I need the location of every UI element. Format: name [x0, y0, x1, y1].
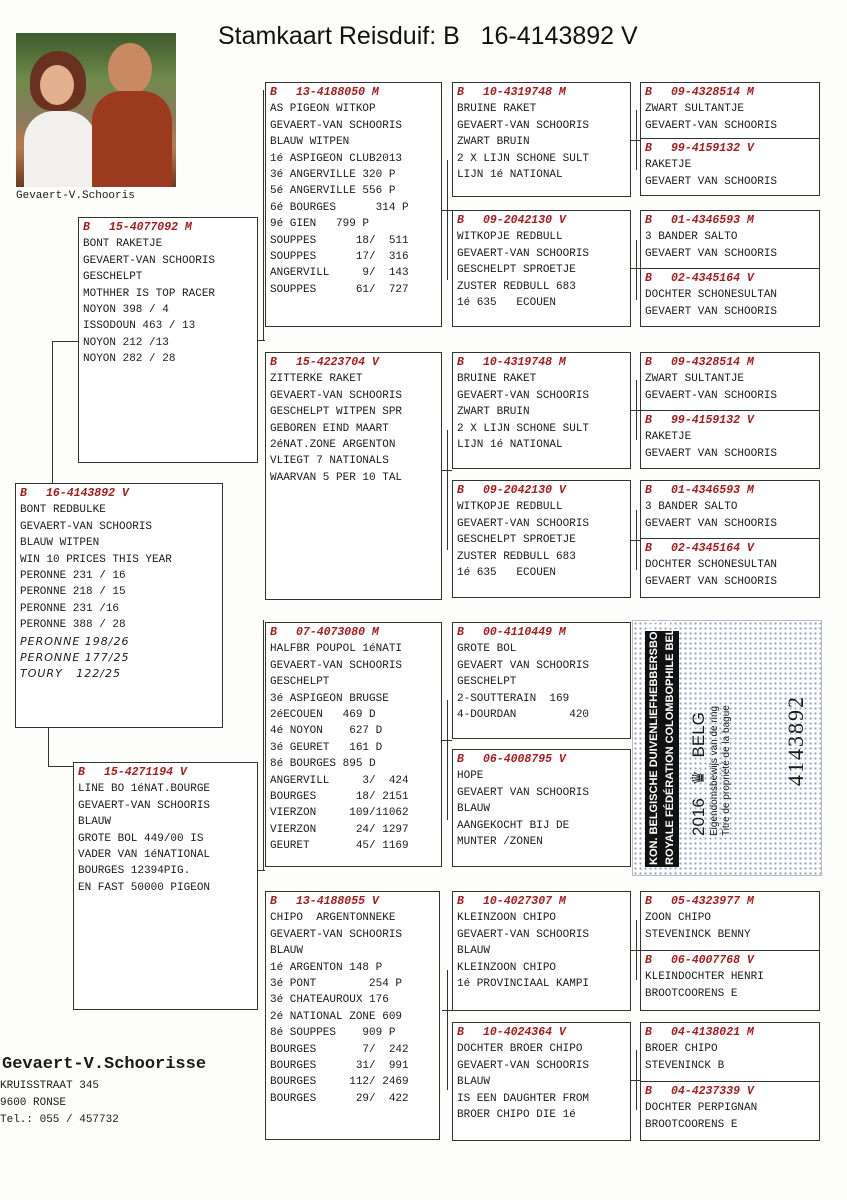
dam-entry: [641, 268, 819, 327]
country-code: B: [457, 753, 464, 766]
pigeon-info-line: BLAUW WITPEN: [20, 537, 100, 550]
country-code: B: [270, 356, 277, 369]
pigeon-card-sds: [452, 352, 631, 469]
ring-code: 10-4024364 V: [483, 1026, 566, 1039]
pigeon-info-line: DOCHTER BROER CHIPO: [457, 1043, 583, 1056]
pigeon-info-line: 2éECOUEN 469 D: [270, 709, 376, 722]
pigeon-info-line: 6é BOURGES 314 P: [270, 201, 409, 214]
pedigree-connector: [631, 1080, 640, 1081]
ring-number: [457, 85, 626, 101]
pigeon-info-line: WAARVAN 5 PER 10 TAL: [270, 471, 403, 484]
ring-code: 01-4346593 M: [671, 214, 754, 227]
ring-code: 02-4345164 V: [671, 272, 754, 285]
pigeon-info-line: LINE BO 1éNAT.BOURGE: [78, 783, 211, 796]
pigeon-card-sd: [265, 352, 442, 600]
pigeon-info-line: BRUINE RAKET: [457, 103, 537, 116]
country-code: B: [645, 142, 652, 155]
pigeon-info-line: GEVAERT-VAN SCHOORIS: [78, 799, 211, 812]
pigeon-info-line: IS EEN DAUGHTER FROM: [457, 1092, 590, 1105]
ring-number: [457, 1025, 626, 1041]
pigeon-info-line: MOTHHER IS TOP RACER: [83, 287, 216, 300]
pigeon-info-line: ANGERVILL 9/ 143: [270, 267, 409, 280]
pigeon-info-line: BROOTCOORENS E: [645, 987, 738, 1000]
ring-number: [645, 413, 815, 429]
pigeon-info-line: BLAUW: [78, 816, 112, 829]
pigeon-info-line: GROTE BOL: [457, 643, 517, 656]
pigeon-info-line: 3é ANGERVILLE 320 P: [270, 169, 396, 182]
dam-entry: [641, 410, 819, 469]
pigeon-info-line: GEVAERT VAN SCHOORIS: [645, 575, 778, 588]
ring-code: 09-4328514 M: [671, 86, 754, 99]
page-title: Stamkaart Reisduif: B 16-4143892 V: [218, 22, 638, 50]
country-code: B: [645, 214, 652, 227]
pigeon-info-line: 1é ASPIGEON CLUB2013: [270, 152, 403, 165]
pigeon-info-line: ZUSTER REDBULL 683: [457, 280, 576, 293]
pedigree-connector: [52, 341, 78, 342]
country-code: B: [20, 487, 27, 500]
breeder-street: KRUISSTRAAT 345: [0, 1080, 100, 1092]
ring-code: 01-4346593 M: [671, 484, 754, 497]
country-code: B: [645, 1085, 652, 1098]
country-code: B: [78, 766, 85, 779]
breeder-city: 9600 RONSE: [0, 1097, 67, 1109]
pigeon-info-line: GEVAERT-VAN SCHOORIS: [83, 254, 216, 267]
pigeon-info-line: 1é 635 ECOUEN: [457, 567, 557, 580]
pigeon-info-line: GESCHELPT: [83, 271, 143, 284]
pigeon-info-line: BOURGES 31/ 991: [270, 1060, 409, 1073]
pigeon-info-line: LIJN 1é NATIONAL: [457, 169, 563, 182]
ring-code: 10-4027307 M: [483, 895, 566, 908]
ring-number: [645, 953, 815, 969]
pigeon-info-line: ZUSTER REDBULL 683: [457, 550, 576, 563]
ring-number: [270, 85, 437, 101]
pigeon-info-line: BOURGES 12394PIG.: [78, 865, 191, 878]
pigeon-info-line: GEVAERT-VAN SCHOORIS: [457, 119, 590, 132]
ring-number: [645, 894, 815, 910]
ring-code: 04-4237339 V: [671, 1085, 754, 1098]
pigeon-info-line: 2-SOUTTERAIN 169: [457, 692, 570, 705]
pigeon-info-line: GESCHELPT WITPEN SPR: [270, 406, 403, 419]
pigeon-info-line: MUNTER /ZONEN: [457, 836, 543, 849]
pigeon-info-line: 3é GEURET 161 D: [270, 741, 383, 754]
ring-number: [645, 271, 815, 287]
pigeon-info-line: BOURGES 112/ 2469: [270, 1076, 409, 1089]
photo-caption: Gevaert-V.Schooris: [16, 190, 135, 202]
pigeon-info-line: BONT RAKETJE: [83, 238, 163, 251]
ring-code: 05-4323977 M: [671, 895, 754, 908]
pigeon-info-line: GEVAERT-VAN SCHOORIS: [270, 659, 403, 672]
pigeon-info-line: GESCHELPT: [270, 676, 330, 689]
ring-code: 10-4319748 M: [483, 86, 566, 99]
ring-code: 09-2042130 V: [483, 214, 566, 227]
sire-entry: [641, 83, 819, 140]
pedigree-connector: [442, 210, 452, 211]
pigeon-info-line: 4-DOURDAN 420: [457, 709, 590, 722]
ring-number: [270, 894, 435, 910]
pigeon-info-line: DOCHTER SCHONESULTAN: [645, 289, 778, 302]
pigeon-info-line: BROER CHIPO DIE 1é: [457, 1109, 576, 1122]
pigeon-info-line: KLEINZOON CHIPO: [457, 961, 557, 974]
ring-code: 15-4271194 V: [104, 766, 187, 779]
pigeon-info-line: GESCHELPT: [457, 676, 517, 689]
pigeon-info-line: GEVAERT-VAN SCHOORIS: [645, 389, 778, 402]
pedigree-connector: [631, 950, 640, 951]
pigeon-info-line: NOYON 282 / 28: [83, 353, 176, 366]
ring-number: [645, 85, 815, 101]
pigeon-info-line: ZWART BRUIN: [457, 136, 530, 149]
dam-entry: [641, 538, 819, 597]
pigeon-card-ddd: [452, 1022, 631, 1141]
pigeon-info-line: GEURET 45/ 1169: [270, 840, 409, 853]
pigeon-card-ss: [265, 82, 442, 327]
pigeon-info-line: ZITTERKE RAKET: [270, 373, 363, 386]
pigeon-info-line: 2 X LIJN SCHONE SULT: [457, 422, 590, 435]
pigeon-info-line: 3 BANDER SALTO: [645, 231, 738, 244]
pigeon-info-line: BLAUW: [457, 803, 491, 816]
handwritten-result: PERONNE 177/25: [20, 651, 130, 665]
pigeon-info-line: NOYON 398 / 4: [83, 304, 169, 317]
pigeon-info-line: BOURGES 18/ 2151: [270, 791, 409, 804]
pigeon-info-line: PERONNE 218 / 15: [20, 586, 126, 599]
country-code: B: [645, 272, 652, 285]
sire-entry: [641, 892, 819, 952]
pigeon-info-line: SOUPPES 61/ 727: [270, 283, 409, 296]
pigeon-info-line: GESCHELPT SPROETJE: [457, 534, 576, 547]
owner-photo: [16, 33, 176, 187]
country-code: B: [457, 214, 464, 227]
pigeon-info-line: WIN 10 PRICES THIS YEAR: [20, 553, 172, 566]
country-code: B: [645, 484, 652, 497]
pigeon-info-line: VIERZON 24/ 1297: [270, 823, 409, 836]
pigeon-info-line: BLAUW: [270, 945, 304, 958]
ring-number: [457, 752, 626, 768]
ring-number: [457, 355, 626, 371]
ring-number: [457, 483, 626, 499]
pigeon-info-line: BLAUW: [457, 1076, 491, 1089]
pigeon-info-line: 1é ARGENTON 148 P: [270, 961, 383, 974]
ring-number: [457, 894, 626, 910]
pigeon-info-line: GROTE BOL 449/00 IS: [78, 832, 204, 845]
pigeon-info-line: DOCHTER SCHONESULTAN: [645, 559, 778, 572]
pigeon-card-ssd: [452, 210, 631, 327]
pigeon-info-line: GEVAERT-VAN SCHOORIS: [270, 928, 403, 941]
pigeon-card-dss: [452, 622, 631, 739]
ring-code: 99-4159132 V: [671, 142, 754, 155]
ring-number: [78, 765, 253, 781]
pigeon-info-line: GEVAERT VAN SCHOORIS: [645, 447, 778, 460]
ring-code: 15-4223704 V: [296, 356, 379, 369]
sire-entry: [641, 1023, 819, 1083]
ring-code: 13-4188050 M: [296, 86, 379, 99]
ring-country: BELG: [689, 712, 708, 758]
breeder-name: Gevaert-V.Schoorisse: [2, 1055, 207, 1074]
ring-code: 99-4159132 V: [671, 414, 754, 427]
pigeon-info-line: GEVAERT VAN SCHOORIS: [645, 517, 778, 530]
pigeon-info-line: ZOON CHIPO: [645, 912, 712, 925]
ring-code: 16-4143892 V: [46, 487, 129, 500]
pedigree-connector: [631, 410, 640, 411]
pigeon-info-line: EN FAST 50000 PIGEON: [78, 881, 211, 894]
pigeon-info-line: 1é PROVINCIAAL KAMPI: [457, 978, 590, 991]
country-code: B: [645, 1026, 652, 1039]
ring-code: 09-2042130 V: [483, 484, 566, 497]
pedigree-connector: [258, 870, 265, 871]
country-code: B: [645, 414, 652, 427]
federation-name-nl: KON. BELGISCHE DUIVENLIEFHEBBERSBOND: [648, 615, 660, 865]
pedigree-connector: [631, 140, 640, 141]
pigeon-info-line: SOUPPES 17/ 316: [270, 251, 409, 264]
ring-number: [20, 486, 218, 502]
crown-icon: ♛: [689, 770, 708, 786]
sire-entry: [641, 481, 819, 540]
ring-number: 4143892: [783, 695, 808, 786]
pigeon-info-line: VLIEGT 7 NATIONALS: [270, 455, 389, 468]
pigeon-info-line: STEVENINCK B: [645, 1059, 725, 1072]
pigeon-info-line: GEVAERT VAN SCHOORIS: [457, 786, 590, 799]
federation-name-fr: ROYALE FÉDÉRATION COLOMBOPHILE BELGE: [664, 612, 676, 865]
ring-code: 04-4138021 M: [671, 1026, 754, 1039]
pigeon-info-line: 3é ASPIGEON BRUGSE: [270, 692, 389, 705]
pigeon-card-sire: [78, 217, 258, 463]
pigeon-info-line: ZWART SULTANTJE: [645, 373, 745, 386]
ring-certificate: [632, 612, 822, 876]
pigeon-info-line: VIERZON 109/11062: [270, 807, 409, 820]
pigeon-card-subject: [15, 483, 223, 728]
pigeon-info-line: 3é CHATEAUROUX 176: [270, 994, 389, 1007]
sire-entry: [641, 211, 819, 270]
ring-number: [645, 1084, 815, 1100]
pigeon-info-line: GEVAERT VAN SCHOORIS: [645, 247, 778, 260]
pigeon-card-dam: [73, 762, 258, 1010]
pedigree-connector: [263, 90, 264, 340]
pigeon-info-line: 2é NATIONAL ZONE 609: [270, 1010, 403, 1023]
handwritten-result: PERONNE 198/26: [20, 634, 130, 648]
pigeon-card-dd: [265, 891, 440, 1140]
pigeon-info-line: STEVENINCK BENNY: [645, 928, 751, 941]
pigeon-info-line: 8é SOUPPES 909 P: [270, 1027, 396, 1040]
pedigree-connector: [48, 766, 73, 767]
pigeon-info-line: DOCHTER PERPIGNAN: [645, 1102, 758, 1115]
pigeon-info-line: GEVAERT VAN SCHOORIS: [457, 659, 590, 672]
country-code: B: [645, 542, 652, 555]
grandparents-pair-card: [640, 352, 820, 469]
pedigree-connector: [48, 727, 49, 767]
country-code: B: [270, 626, 277, 639]
pigeon-info-line: GEVAERT-VAN SCHOORIS: [457, 517, 590, 530]
country-code: B: [457, 895, 464, 908]
pigeon-info-line: BOURGES 7/ 242: [270, 1043, 409, 1056]
pigeon-info-line: 8é BOURGES 895 D: [270, 758, 376, 771]
pigeon-info-line: BROOTCOORENS E: [645, 1118, 738, 1131]
ring-code: 09-4328514 M: [671, 356, 754, 369]
pigeon-info-line: 9é GIEN 799 P: [270, 218, 370, 231]
pedigree-connector: [258, 340, 265, 341]
pigeon-card-dsd: [452, 749, 631, 867]
ring-number: [457, 625, 626, 641]
pigeon-info-line: AS PIGEON WITKOP: [270, 103, 376, 116]
ring-year: 2016: [689, 798, 708, 836]
ring-number: [270, 625, 437, 641]
pedigree-connector: [636, 240, 637, 300]
pigeon-card-ds: [265, 622, 442, 867]
pigeon-info-line: 5é ANGERVILLE 556 P: [270, 185, 396, 198]
ring-number: [645, 541, 815, 557]
pigeon-info-line: GEVAERT-VAN SCHOORIS: [457, 928, 590, 941]
pigeon-info-line: GEVAERT VAN SCHOORIS: [645, 305, 778, 318]
pedigree-connector: [442, 740, 452, 741]
ring-code: 06-4007768 V: [671, 954, 754, 967]
pigeon-info-line: AANGEKOCHT BIJ DE: [457, 819, 570, 832]
pedigree-connector: [52, 341, 53, 483]
pigeon-info-line: 1é 635 ECOUEN: [457, 297, 557, 310]
country-code: B: [645, 356, 652, 369]
pedigree-connector: [631, 268, 640, 269]
pigeon-info-line: GEVAERT VAN SCHOORIS: [645, 175, 778, 188]
pedigree-connector: [447, 970, 448, 1090]
breeder-phone: Tel.: 055 / 457732: [0, 1114, 119, 1126]
pigeon-info-line: PERONNE 231 / 16: [20, 570, 126, 583]
country-code: B: [457, 86, 464, 99]
pigeon-info-line: BONT REDBULKE: [20, 504, 106, 517]
country-code: B: [83, 221, 90, 234]
pigeon-info-line: GEVAERT-VAN SCHOORIS: [457, 1059, 590, 1072]
pigeon-info-line: GEVAERT-VAN SCHOORIS: [457, 389, 590, 402]
country-code: B: [645, 895, 652, 908]
country-code: B: [457, 1026, 464, 1039]
pigeon-info-line: SOUPPES 18/ 511: [270, 234, 409, 247]
pigeon-info-line: HALFBR POUPOL 1éNATI: [270, 643, 403, 656]
pigeon-info-line: BLAUW WITPEN: [270, 136, 350, 149]
ring-number: [645, 141, 815, 157]
ownership-caption-nl: Eigendomsbewijs van de ring: [709, 705, 720, 836]
pigeon-info-line: GESCHELPT SPROETJE: [457, 264, 576, 277]
pigeon-info-line: GEVAERT-VAN SCHOORIS: [270, 389, 403, 402]
pigeon-card-sss: [452, 82, 631, 197]
pigeon-info-line: ZWART BRUIN: [457, 406, 530, 419]
pigeon-info-line: HOPE: [457, 770, 484, 783]
pigeon-info-line: WITKOPJE REDBULL: [457, 501, 563, 514]
pigeon-info-line: GEVAERT-VAN SCHOORIS: [645, 119, 778, 132]
sire-entry: [641, 353, 819, 412]
dam-entry: [641, 1081, 819, 1141]
country-code: B: [645, 954, 652, 967]
dam-entry: [641, 950, 819, 1010]
pigeon-info-line: CHIPO ARGENTONNEKE: [270, 912, 396, 925]
country-code: B: [270, 86, 277, 99]
pigeon-info-line: KLEINDOCHTER HENRI: [645, 971, 764, 984]
pigeon-info-line: GEVAERT-VAN SCHOORIS: [20, 520, 153, 533]
pigeon-info-line: BRUINE RAKET: [457, 373, 537, 386]
pigeon-info-line: LIJN 1é NATIONAL: [457, 439, 563, 452]
pigeon-info-line: ZWART SULTANTJE: [645, 103, 745, 116]
grandparents-pair-card: [640, 1022, 820, 1141]
ring-number: [645, 213, 815, 229]
pigeon-info-line: PERONNE 388 / 28: [20, 619, 126, 632]
pigeon-info-line: 3é PONT 254 P: [270, 978, 403, 991]
pigeon-info-line: ISSODOUN 463 / 13: [83, 320, 196, 333]
ring-code: 15-4077092 M: [109, 221, 192, 234]
ring-code: 00-4110449 M: [483, 626, 566, 639]
pedigree-connector: [263, 620, 264, 870]
pigeon-card-dds: [452, 891, 631, 1011]
ring-code: 13-4188055 V: [296, 895, 379, 908]
ring-code: 10-4319748 M: [483, 356, 566, 369]
ownership-caption-fr: Titre de propriété de la bague: [721, 705, 732, 836]
pedigree-connector: [442, 1010, 452, 1011]
federation-band: [645, 612, 679, 867]
pigeon-info-line: 2 X LIJN SCHONE SULT: [457, 152, 590, 165]
pedigree-connector: [442, 470, 452, 471]
pigeon-info-line: 4é NOYON 627 D: [270, 725, 383, 738]
ring-code: 02-4345164 V: [671, 542, 754, 555]
pigeon-info-line: RAKETJE: [645, 159, 692, 172]
pedigree-connector: [447, 430, 448, 550]
grandparents-pair-card: [640, 82, 820, 196]
country-code: B: [457, 626, 464, 639]
pigeon-info-line: 3 BANDER SALTO: [645, 501, 738, 514]
ring-number: [645, 483, 815, 499]
country-code: B: [457, 484, 464, 497]
grandparents-pair-card: [640, 891, 820, 1011]
ring-number: [270, 355, 437, 371]
pedigree-connector: [447, 700, 448, 820]
pigeon-info-line: ANGERVILL 3/ 424: [270, 774, 409, 787]
pigeon-info-line: GEVAERT-VAN SCHOORIS: [270, 119, 403, 132]
ring-number: [645, 355, 815, 371]
grandparents-pair-card: [640, 480, 820, 598]
pigeon-info-line: KLEINZOON CHIPO: [457, 912, 557, 925]
pigeon-info-line: BROER CHIPO: [645, 1043, 718, 1056]
pigeon-info-line: NOYON 212 /13: [83, 336, 169, 349]
country-code: B: [457, 356, 464, 369]
pigeon-info-line: BOURGES 29/ 422: [270, 1092, 409, 1105]
pigeon-info-line: WITKOPJE REDBULL: [457, 231, 563, 244]
country-code: B: [270, 895, 277, 908]
pigeon-info-line: PERONNE 231 /16: [20, 602, 120, 615]
dam-entry: [641, 138, 819, 195]
pedigree-connector: [631, 540, 640, 541]
grandparents-pair-card: [640, 210, 820, 327]
pedigree-connector: [447, 160, 448, 280]
ring-code: 06-4008795 V: [483, 753, 566, 766]
ring-number: [83, 220, 253, 236]
pigeon-info-line: RAKETJE: [645, 431, 692, 444]
pigeon-info-line: GEBOREN EIND MAART: [270, 422, 389, 435]
pigeon-card-sdd: [452, 480, 631, 598]
pigeon-info-line: GEVAERT-VAN SCHOORIS: [457, 247, 590, 260]
ring-code: 07-4073080 M: [296, 626, 379, 639]
pigeon-info-line: 2éNAT.ZONE ARGENTON: [270, 439, 396, 452]
pigeon-info-line: BLAUW: [457, 945, 491, 958]
handwritten-result: TOURY 122/25: [20, 667, 121, 681]
country-code: B: [645, 86, 652, 99]
ring-number: [457, 213, 626, 229]
ring-number: [645, 1025, 815, 1041]
pigeon-info-line: VADER VAN 1éNATIONAL: [78, 849, 211, 862]
